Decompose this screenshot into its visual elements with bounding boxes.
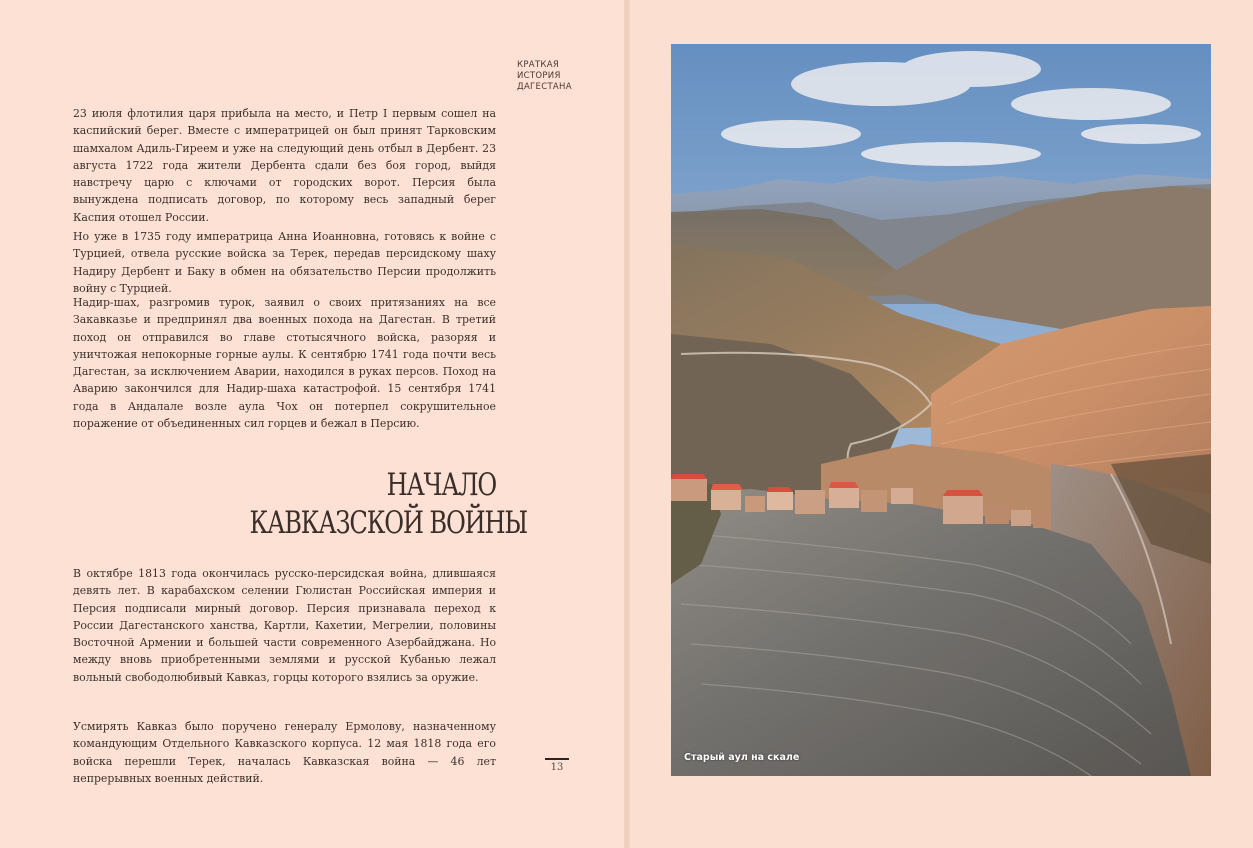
chapter-heading-line-1: НАЧАЛО [386, 467, 496, 503]
page-number-rule [545, 758, 569, 760]
page-number: 13 [550, 762, 564, 773]
section-label-line-3: ДАГЕСТАНА [517, 82, 572, 92]
mountain-village-photo [671, 44, 1211, 776]
section-label [517, 60, 572, 93]
paragraph-anna: Но уже в 1735 году императрица Анна Иоанновна, готовясь к войне с Турцией, отвела русские войска за Терек, передав персидскому шаху Надиру Дербент и Баку в обмен на обязательство Персии продолжить войну с Турцией. [73, 230, 496, 295]
paragraph-1813: В октябре 1813 года окончилась русско-персидская война, длившаяся девять лет. В карабахском селении Гюлистан Российская империя и Персия подписали мирный договор. Персия признавала переход к России Дагестанского ханства, Картли, Кахетии, Мегрелии, половины Восточной Армении и большей части современного Азербайджана. Но между вновь приобретенными землями и русской Кубанью лежал вольный свободолюбивый Кавказ, горцы которого взялись за оружие. [73, 567, 496, 684]
section-label-line-2: ИСТОРИЯ [517, 71, 561, 81]
paragraph-ermolov: Усмирять Кавказ было поручено генералу Ермолову, назначенному командующим Отдельного Кавказского корпуса. 12 мая 1818 года его войска перешли Терек, началась Кавказская война — 46 лет непрерывных военных действий. [73, 720, 496, 785]
chapter-heading [249, 466, 528, 542]
chapter-heading-line-2: КАВКАЗСКОЙ ВОЙНЫ [249, 505, 528, 541]
section-label-line-1: КРАТКАЯ [517, 60, 560, 70]
paragraph-petr: 23 июля флотилия царя прибыла на место, и Петр I первым сошел на каспийский берег. Вместе с императрицей он был принят Тарковским шамхалом Адиль-Гиреем и уже на следующий день отбыл в Дербент. 23 августа 1722 года жители Дербента сдали без боя город, выйдя навстречу царю с ключами от городских ворот. Персия была вынуждена подписать договор, по которому весь западный берег Каспия отошел России. [73, 107, 496, 224]
photo-illustration [671, 44, 1211, 776]
book-gutter [624, 0, 630, 848]
paragraph-nadir: Надир-шах, разгромив турок, заявил о своих притязаниях на все Закавказье и предпринял два военных похода на Дагестан. В третий поход он отправился во главе стотысячного войска, разоряя и уничтожая непокорные горные аулы. К сентябрю 1741 года почти весь Дагестан, за исключением Аварии, находился в руках персов. Поход на Аварию закончился для Надир-шаха катастрофой. 15 сентября 1741 года в Андалале возле аула Чох он потерпел сокрушительное поражение от объединенных сил горцев и бежал в Персию. [73, 296, 496, 431]
photo-caption: Старый аул на скале [684, 752, 800, 763]
